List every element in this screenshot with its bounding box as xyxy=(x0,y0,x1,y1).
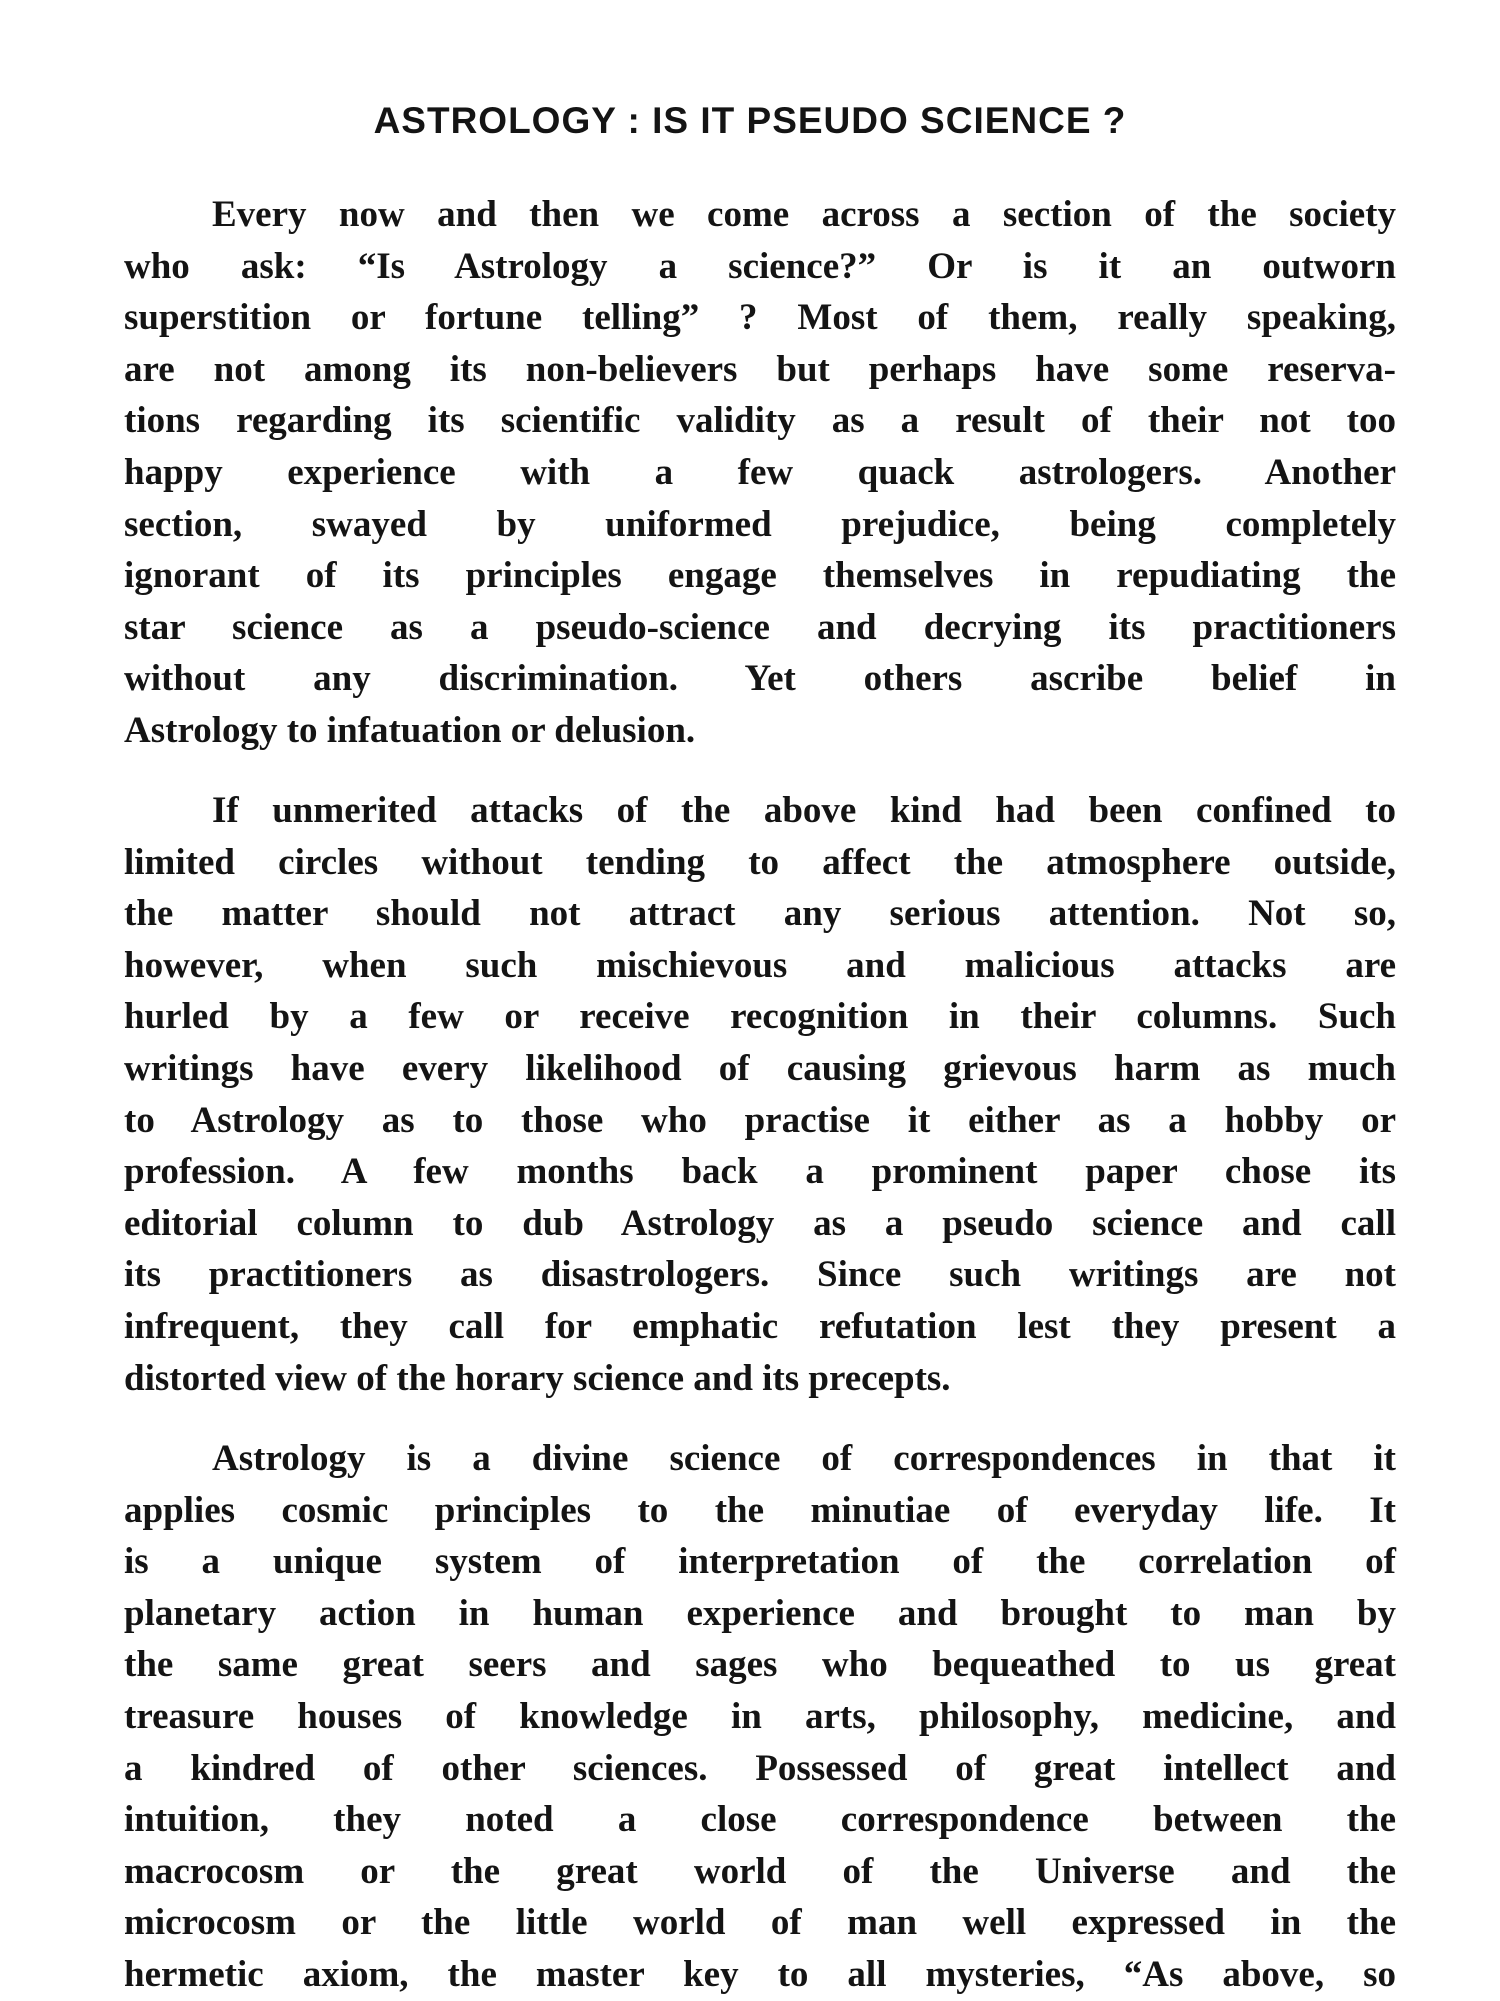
text-line: microcosm or the little world of man well expressed in the xyxy=(124,1902,1396,1944)
page-title: ASTROLOGY : IS IT PSEUDO SCIENCE ? xyxy=(373,100,1127,141)
text-line: Every now and then we come across a section of the society xyxy=(212,194,1396,235)
text-line: star science as a pseudo-science and decrying its practitioners xyxy=(124,606,1396,648)
text-line: infrequent, they call for emphatic refutation lest they present a xyxy=(124,1305,1396,1347)
text-line: superstition or fortune telling” ? Most of them, really speaking, xyxy=(124,297,1396,339)
text-line: section, swayed by uniformed prejudice, being completely xyxy=(124,503,1396,545)
text-line: hermetic axiom, the master key to all mysteries, “As above, so xyxy=(124,1953,1396,1995)
text-line: the same great seers and sages who bequeathed to us great xyxy=(124,1644,1396,1686)
paragraph-3 xyxy=(124,1433,1396,2001)
text-line: a kindred of other sciences. Possessed of great intellect and xyxy=(124,1747,1396,1789)
text-line: distorted view of the horary science and its precepts. xyxy=(124,1357,951,1399)
text-line: writings have every likelihood of causing grievous harm as much xyxy=(124,1047,1396,1089)
text-line: its practitioners as disastrologers. Since such writings are not xyxy=(124,1254,1396,1296)
text-line: profession. A few months back a prominent paper chose its xyxy=(124,1151,1396,1193)
text-line: limited circles without tending to affect the atmosphere outside, xyxy=(124,841,1396,883)
text-line: is a unique system of interpretation of the correlation of xyxy=(124,1541,1396,1583)
text-line: the matter should not attract any serious attention. Not so, xyxy=(124,893,1396,935)
text-line: who ask: “Is Astrology a science?” Or is it an outworn xyxy=(124,245,1396,287)
text-line: If unmerited attacks of the above kind had been confined to xyxy=(212,790,1396,831)
text-line: to Astrology as to those who practise it either as a hobby or xyxy=(124,1099,1396,1141)
text-line: editorial column to dub Astrology as a pseudo science and call xyxy=(124,1202,1396,1244)
text-line: without any discrimination. Yet others ascribe belief in xyxy=(124,658,1396,700)
text-line: tions regarding its scientific validity as a result of their not too xyxy=(124,400,1396,442)
text-line: ignorant of its principles engage themselves in repudiating the xyxy=(124,555,1396,597)
text-line: planetary action in human experience and brought to man by xyxy=(124,1592,1396,1634)
text-line: treasure houses of knowledge in arts, philosophy, medicine, and xyxy=(124,1695,1396,1737)
text-line: macrocosm or the great world of the Universe and the xyxy=(124,1850,1396,1892)
text-line: applies cosmic principles to the minutiae of everyday life. It xyxy=(124,1489,1396,1531)
text-line: however, when such mischievous and malicious attacks are xyxy=(124,944,1396,986)
paragraph-1 xyxy=(124,189,1396,757)
text-line: intuition, they noted a close correspondence between the xyxy=(124,1799,1396,1841)
text-line: are not among its non-believers but perhaps have some reserva- xyxy=(124,348,1396,390)
text-line: Astrology to infatuation or delusion. xyxy=(124,709,696,751)
text-line: hurled by a few or receive recognition in their columns. Such xyxy=(124,996,1396,1038)
paragraph-2 xyxy=(124,785,1396,1404)
text-line: happy experience with a few quack astrologers. Another xyxy=(124,451,1396,493)
text-line: Astrology is a divine science of correspondences in that it xyxy=(212,1438,1396,1479)
